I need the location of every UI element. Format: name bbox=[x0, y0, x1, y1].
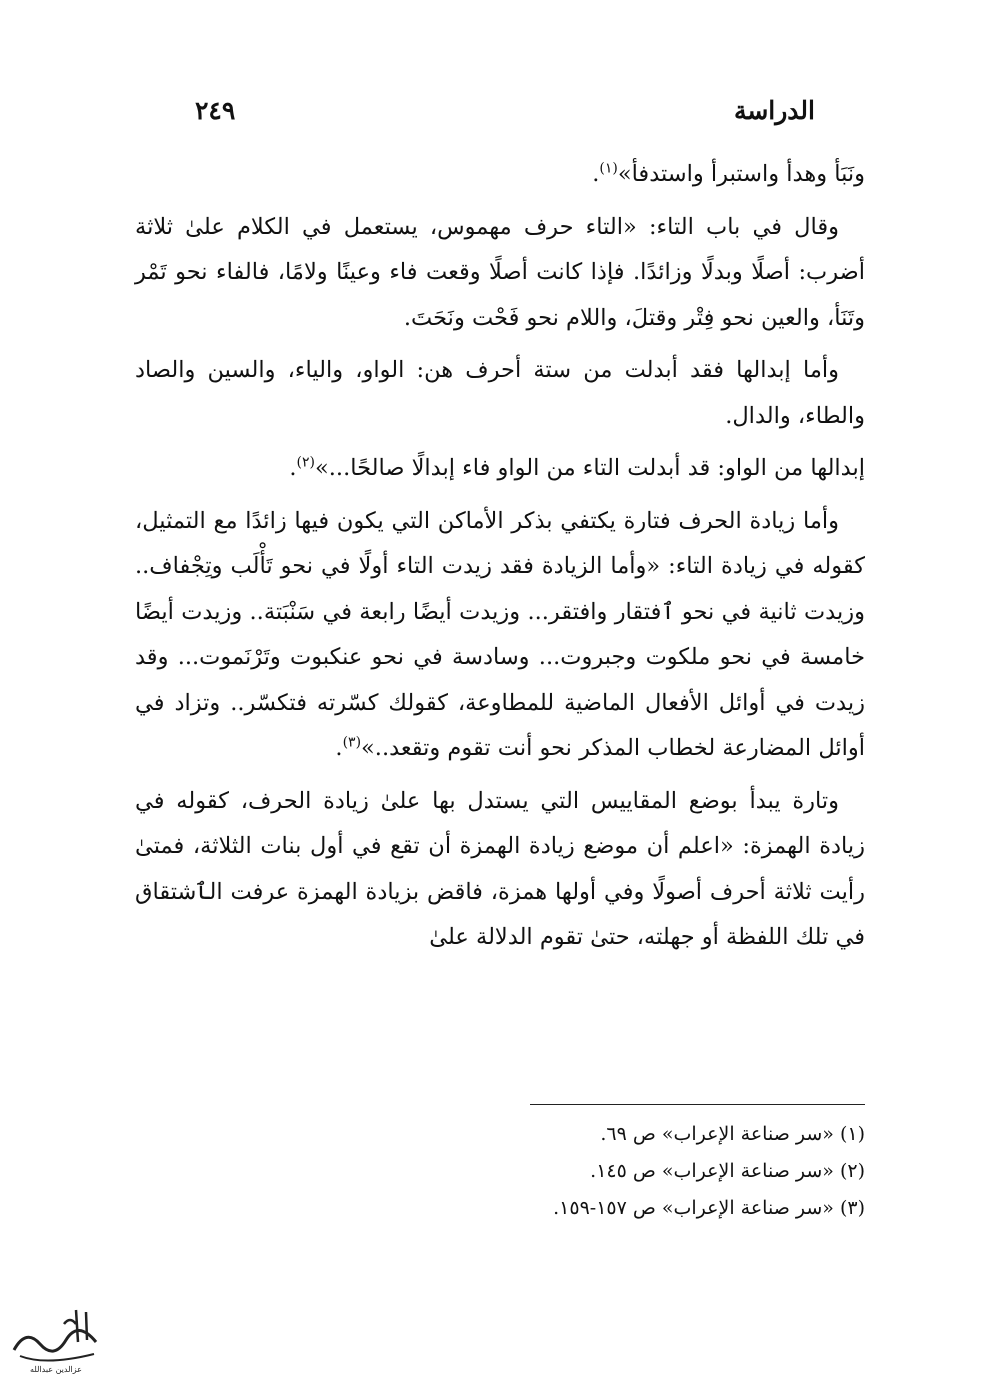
paragraph-text: إبدالها من الواو: قد أبدلت التاء من الواو فاء إبدالًا صالحًا...» bbox=[315, 455, 865, 481]
footnote-reference: (٣) bbox=[342, 734, 362, 751]
paragraph-text: ونَبَأ وهدأ واستبرأ واستدفأ» bbox=[617, 161, 865, 187]
footnote-divider bbox=[530, 1104, 865, 1105]
footnote: (٢) «سر صناعة الإعراب» ص ١٤٥. bbox=[590, 1160, 865, 1182]
paragraph bbox=[135, 152, 865, 198]
paragraph-end: . bbox=[289, 455, 297, 481]
footnote: (٣) «سر صناعة الإعراب» ص ١٥٧-١٥٩. bbox=[553, 1197, 865, 1219]
footnote-reference: (٢) bbox=[296, 454, 315, 471]
page-number: ٢٤٩ bbox=[195, 95, 236, 125]
paragraph: وأما إبدالها فقد أبدلت من ستة أحرف هن: الواو، والياء، والسين والصاد والطاء، والدال. bbox=[135, 357, 865, 429]
paragraph: وتارة يبدأ بوضع المقاييس التي يستدل بها علىٰ زيادة الحرف، كقوله في زيادة الهمزة: «اعلم أن موضع زيادة الهمزة أن تقع في أول بنات الثلاثة، فمتىٰ رأيت ثلاثة أحرف أصولًا وفي أولها همزة، فاقض بزيادة الهمزة عرفت الٱشتقاق في تلك اللفظة أو جهلته، حتىٰ تقوم الدلالة علىٰ bbox=[135, 787, 865, 950]
footnotes bbox=[430, 1116, 865, 1227]
paragraph-end: . bbox=[592, 161, 600, 187]
logo-stroke bbox=[20, 1354, 94, 1361]
logo-caption: عزالدين عبدالله bbox=[30, 1365, 82, 1374]
footnote: (١) «سر صناعة الإعراب» ص ٦٩. bbox=[600, 1123, 865, 1145]
paragraph bbox=[135, 446, 865, 492]
paragraph-end: . bbox=[335, 735, 343, 761]
main-text bbox=[135, 152, 865, 968]
paragraph: وقال في باب التاء: «التاء حرف مهموس، يستعمل في الكلام علىٰ ثلاثة أضرب: أصلًا وبدلًا وزائدًا. فإذا كانت أصلًا وقعت فاء وعينًا ولامًا، فالفاء نحو تَمْر وتَنَأ، والعين نحو فِتْر وقتلَ، واللام نحو فَحْت ونَحَتَ. bbox=[135, 213, 865, 331]
library-stamp-logo bbox=[6, 1298, 104, 1378]
page-header bbox=[195, 88, 815, 132]
running-title: الدراسة bbox=[733, 95, 815, 125]
logo-stroke bbox=[14, 1330, 96, 1351]
footnote-reference: (١) bbox=[599, 160, 618, 177]
paragraph-text: وأما زيادة الحرف فتارة يكتفي بذكر الأماكن التي يكون فيها زائدًا مع التمثيل، كقوله في زيادة التاء: «وأما الزيادة فقد زيدت التاء أولًا في نحو تَأْلَب وتِجْفاف.. وزيدت ثانية في نحو ٱفتقار وافتقر... وزيدت أيضًا رابعة في سَنْبَتة.. وزيدت أيضًا خامسة في نحو ملكوت وجبروت... وسادسة في نحو عنكبوت وتَرْنَموت... وقد زيدت في أوائل الأفعال الماضية للمطاوعة، كقولك كسّرته فتكسّر.. وتزاد في أوائل المضارعة لخطاب المذكر نحو أنت تقوم وتقعد..» bbox=[135, 507, 865, 761]
paragraph bbox=[135, 499, 865, 772]
